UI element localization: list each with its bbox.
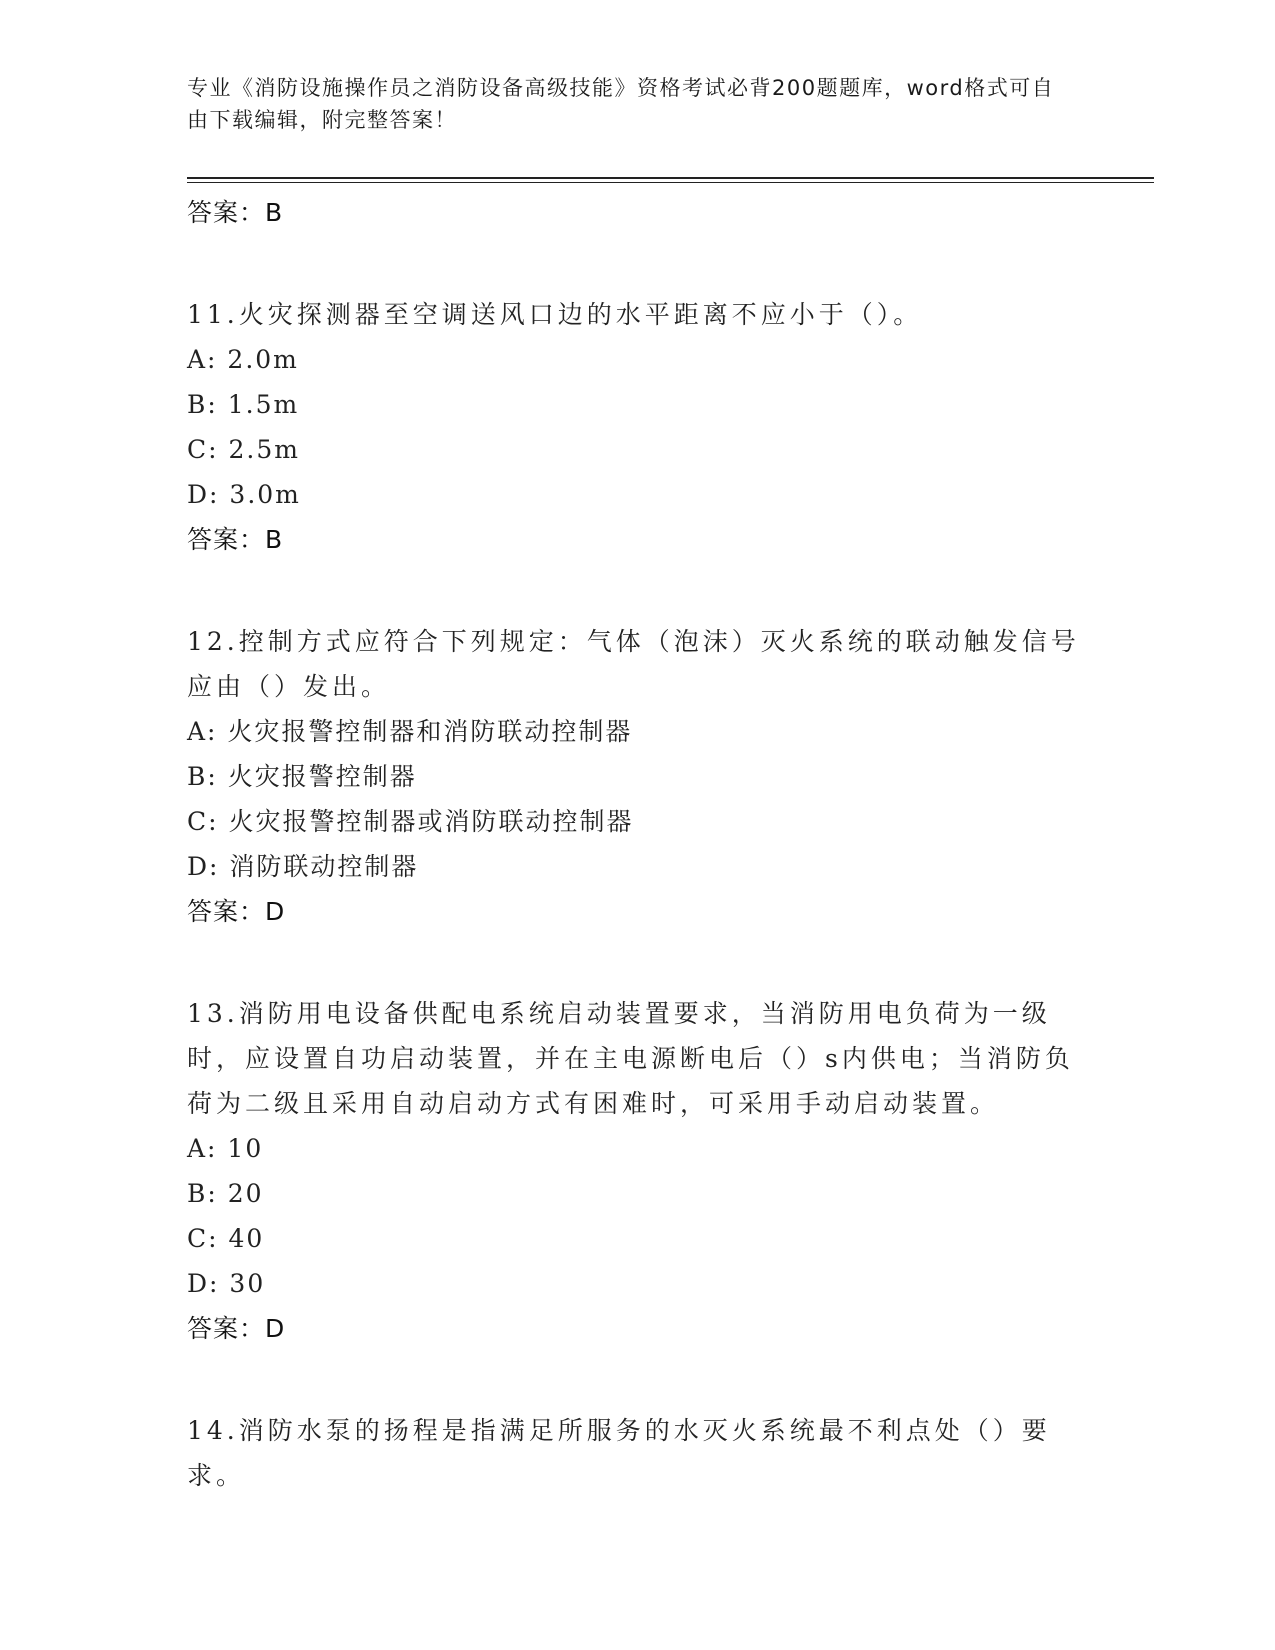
option-b: B: 1.5m <box>187 390 300 419</box>
option-c: C: 2.5m <box>187 435 300 464</box>
question-stem: 14.消防水泵的扬程是指满足所服务的水灭火系统最不利点处（）要求。 <box>187 1416 1051 1490</box>
question-answer: 答案：D <box>187 1314 286 1343</box>
option-b: B: 20 <box>187 1179 264 1208</box>
option-d: D: 3.0m <box>187 480 301 509</box>
question-answer: 答案：D <box>187 897 286 926</box>
question-stem: 13.消防用电设备供配电系统启动装置要求，当消防用电负荷为一级时，应设置自功启动装置，并在主电源断电后（）s内供电；当消防负荷为二级且采用自动启动方式有困难时，可采用手动启动装置。 <box>187 999 1074 1118</box>
option-a: A: 火灾报警控制器和消防联动控制器 <box>187 717 633 746</box>
option-d: D: 30 <box>187 1269 266 1298</box>
question-stem: 12.控制方式应符合下列规定：气体（泡沫）灭火系统的联动触发信号应由（）发出。 <box>187 627 1080 701</box>
option-a: A: 2.0m <box>187 345 299 374</box>
header-rule-thin <box>187 182 1154 183</box>
question-stem: 11.火灾探测器至空调送风口边的水平距离不应小于（）。 <box>187 300 923 329</box>
document-header: 专业《消防设施操作员之消防设备高级技能》资格考试必背200题题库，word格式可自由下载编辑，附完整答案！ <box>187 76 1055 132</box>
question-list <box>187 190 1087 1498</box>
option-c: C: 火灾报警控制器或消防联动控制器 <box>187 807 634 836</box>
option-d: D: 消防联动控制器 <box>187 852 419 881</box>
option-b: B: 火灾报警控制器 <box>187 762 417 791</box>
question-answer: 答案：B <box>187 525 284 554</box>
option-a: A: 10 <box>187 1134 264 1163</box>
previous-answer: 答案：B <box>187 198 284 227</box>
header-rule-thick <box>187 177 1154 179</box>
option-c: C: 40 <box>187 1224 265 1253</box>
